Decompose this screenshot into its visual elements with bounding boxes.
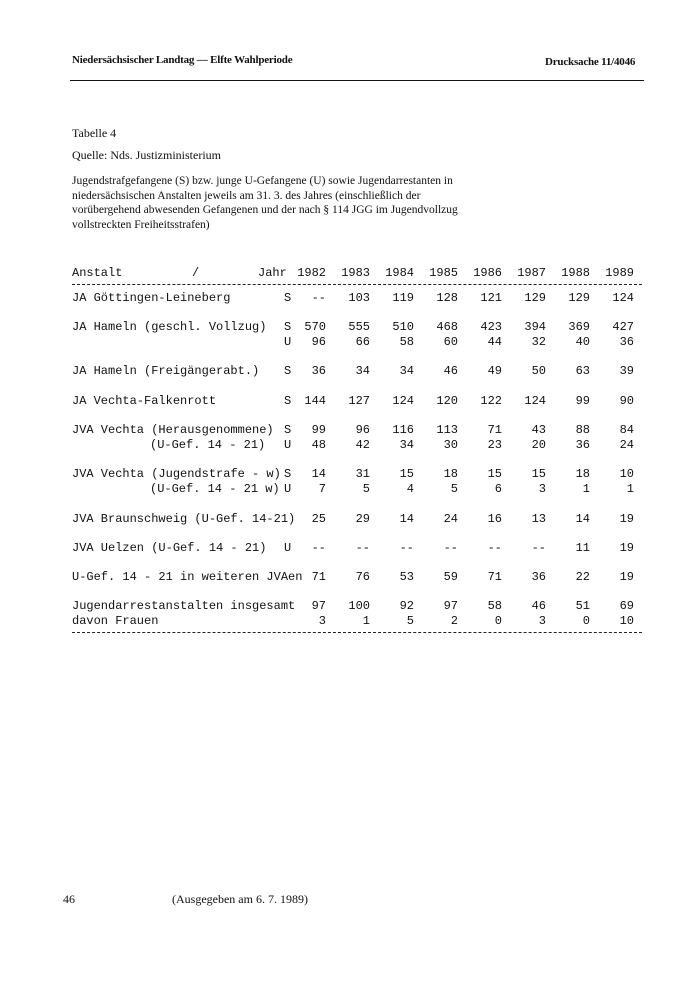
row-label: JVA Vechta (Herausgenommene)	[72, 423, 274, 437]
table-row	[72, 614, 642, 629]
table-cell: 99	[575, 394, 590, 408]
row-type: S	[284, 320, 292, 334]
table-cell: 5	[362, 482, 370, 496]
table-cell: 129	[568, 291, 590, 305]
table-cell: 71	[487, 570, 502, 584]
table-cell: 124	[612, 291, 634, 305]
table-cell: 84	[619, 423, 634, 437]
table-cell: 51	[575, 599, 590, 613]
table-cell: 18	[443, 467, 458, 481]
row-type: S	[284, 291, 292, 305]
table-cell: 39	[619, 364, 634, 378]
table-cell: 555	[348, 320, 370, 334]
table-cell: 69	[619, 599, 634, 613]
table-cell: 2	[450, 614, 458, 628]
row-label: (U-Gef. 14 - 21)	[150, 438, 266, 452]
table-cell: 46	[531, 599, 546, 613]
table-cell: 3	[538, 482, 546, 496]
row-label: JA Hameln (Freigängerabt.)	[72, 364, 260, 378]
table-cell: 30	[443, 438, 458, 452]
table-cell: 1	[362, 614, 370, 628]
table-cell: 19	[619, 570, 634, 584]
table-cell: 15	[487, 467, 502, 481]
column-header-jahr: Jahr	[258, 266, 287, 280]
table-cell: 25	[311, 512, 326, 526]
table-cell: 369	[568, 320, 590, 334]
document-number: Drucksache 11/4046	[545, 56, 636, 68]
table-cell: 76	[355, 570, 370, 584]
column-header-anstalt: Anstalt	[72, 266, 123, 280]
table-cell: 124	[392, 394, 414, 408]
table-row	[72, 599, 642, 614]
row-label: JA Hameln (geschl. Vollzug)	[72, 320, 267, 334]
row-label: U-Gef. 14 - 21 in weiteren JVAen	[72, 570, 303, 584]
row-type: S	[284, 394, 292, 408]
table-cell: 16	[487, 512, 502, 526]
table-cell: 11	[575, 541, 590, 555]
table-cell: 14	[575, 512, 590, 526]
table-cell: 96	[311, 335, 326, 349]
table-cell: 31	[355, 467, 370, 481]
table-cell: 1	[626, 482, 634, 496]
table-cell: 124	[524, 394, 546, 408]
table-cell: --	[355, 541, 370, 555]
row-type: U	[284, 541, 292, 555]
table-cell: 113	[436, 423, 458, 437]
table-cell: 18	[575, 467, 590, 481]
table-cell: 5	[406, 614, 414, 628]
year-header: 1988	[561, 266, 590, 280]
row-label: davon Frauen	[72, 614, 159, 628]
table-cell: 88	[575, 423, 590, 437]
year-header: 1983	[341, 266, 370, 280]
table-cell: 48	[311, 438, 326, 452]
table-cell: 19	[619, 512, 634, 526]
table-cell: 24	[443, 512, 458, 526]
table-cell: 19	[619, 541, 634, 555]
row-type: S	[284, 467, 292, 481]
table-cell: 36	[311, 364, 326, 378]
table-body	[72, 291, 642, 629]
table-row	[72, 320, 642, 335]
table-cell: 43	[531, 423, 546, 437]
table-cell: 13	[531, 512, 546, 526]
table-cell: 100	[348, 599, 370, 613]
table-cell: 36	[531, 570, 546, 584]
table-cell: 59	[443, 570, 458, 584]
table-cell: 10	[619, 614, 634, 628]
table-cell: 92	[399, 599, 414, 613]
table-cell: 29	[355, 512, 370, 526]
row-label: JVA Uelzen (U-Gef. 14 - 21)	[72, 541, 267, 555]
table-cell: 63	[575, 364, 590, 378]
year-header: 1984	[385, 266, 414, 280]
table-cell: 42	[355, 438, 370, 452]
table-cell: 40	[575, 335, 590, 349]
table-cell: 36	[619, 335, 634, 349]
table-cell: 128	[436, 291, 458, 305]
table-cell: --	[443, 541, 458, 555]
row-type: S	[284, 423, 292, 437]
table-cell: 58	[487, 599, 502, 613]
table-cell: 71	[311, 570, 326, 584]
table-row	[72, 541, 642, 556]
table-cell: --	[311, 291, 326, 305]
table-cell: 23	[487, 438, 502, 452]
table-cell: 97	[443, 599, 458, 613]
table-cell: 96	[355, 423, 370, 437]
year-header: 1989	[605, 266, 634, 280]
table-cell: 97	[311, 599, 326, 613]
table-cell: 427	[612, 320, 634, 334]
table-row	[72, 482, 642, 497]
table-cell: 22	[575, 570, 590, 584]
row-label: JA Göttingen-Leineberg	[72, 291, 231, 305]
table-cell: 46	[443, 364, 458, 378]
year-header: 1982	[297, 266, 326, 280]
year-header: 1986	[473, 266, 502, 280]
table-cell: 34	[399, 364, 414, 378]
row-type: S	[284, 364, 292, 378]
table-cell: --	[311, 541, 326, 555]
table-cell: 120	[436, 394, 458, 408]
table-cell: 570	[304, 320, 326, 334]
table-cell: 44	[487, 335, 502, 349]
table-cell: 34	[399, 438, 414, 452]
table-row	[72, 364, 642, 379]
statistics-table	[72, 266, 642, 633]
page-number: 46	[63, 892, 75, 906]
table-row	[72, 423, 642, 438]
row-type: U	[284, 482, 292, 496]
table-cell: 90	[619, 394, 634, 408]
row-label: JVA Braunschweig (U-Gef. 14-21)	[72, 512, 296, 526]
row-label: Jugendarrestanstalten insgesamt	[72, 599, 296, 613]
table-cell: --	[399, 541, 414, 555]
table-cell: 423	[480, 320, 502, 334]
table-cell: 14	[311, 467, 326, 481]
table-cell: 36	[575, 438, 590, 452]
table-cell: 50	[531, 364, 546, 378]
issue-date: (Ausgegeben am 6. 7. 1989)	[172, 892, 308, 906]
table-header-row	[72, 266, 642, 281]
table-cell: 6	[494, 482, 502, 496]
table-cell: 116	[392, 423, 414, 437]
table-title: Tabelle 4	[72, 126, 117, 140]
table-row	[72, 291, 642, 306]
table-cell: 4	[406, 482, 414, 496]
table-cell: 3	[318, 614, 326, 628]
table-cell: 20	[531, 438, 546, 452]
table-bottom-rule	[72, 632, 642, 633]
column-header-separator: /	[192, 266, 200, 280]
table-row	[72, 394, 642, 409]
row-label: JVA Vechta (Jugendstrafe - w)	[72, 467, 281, 481]
table-cell: 129	[524, 291, 546, 305]
header-rule	[70, 80, 644, 81]
table-cell: 66	[355, 335, 370, 349]
row-type: U	[284, 438, 292, 452]
table-cell: 127	[348, 394, 370, 408]
table-cell: 71	[487, 423, 502, 437]
year-header: 1985	[429, 266, 458, 280]
table-cell: 510	[392, 320, 414, 334]
table-cell: 14	[399, 512, 414, 526]
table-cell: 15	[399, 467, 414, 481]
table-cell: 103	[348, 291, 370, 305]
table-cell: 49	[487, 364, 502, 378]
table-cell: 53	[399, 570, 414, 584]
row-type: U	[284, 335, 292, 349]
row-label: (U-Gef. 14 - 21 w)	[150, 482, 280, 496]
table-cell: 60	[443, 335, 458, 349]
table-top-rule	[72, 284, 642, 285]
table-cell: 468	[436, 320, 458, 334]
table-description: Jugendstrafgefangene (S) bzw. junge U-Gefangene (U) sowie Jugendarrestanten in niedersächsischen Anstalten jeweils am 31. 3. des Jahres (einschließlich der vorübergehend abwesenden Gefangenen und der nach § 114 JGG im Jugendvollzug vollstreckten Freiheitsstrafen)	[72, 175, 458, 231]
table-cell: 394	[524, 320, 546, 334]
table-cell: 144	[304, 394, 326, 408]
table-cell: 0	[494, 614, 502, 628]
table-cell: --	[487, 541, 502, 555]
table-cell: 24	[619, 438, 634, 452]
header-title: Niedersächsischer Landtag — Elfte Wahlperiode	[72, 54, 293, 66]
table-row	[72, 438, 642, 453]
table-source: Quelle: Nds. Justizministerium	[72, 148, 221, 162]
table-cell: 10	[619, 467, 634, 481]
table-cell: 7	[318, 482, 326, 496]
table-cell: 122	[480, 394, 502, 408]
year-header: 1987	[517, 266, 546, 280]
table-row	[72, 570, 642, 585]
table-cell: 5	[450, 482, 458, 496]
table-cell: --	[531, 541, 546, 555]
table-cell: 58	[399, 335, 414, 349]
table-cell: 32	[531, 335, 546, 349]
table-cell: 0	[582, 614, 590, 628]
table-cell: 15	[531, 467, 546, 481]
table-row	[72, 335, 642, 350]
table-cell: 1	[582, 482, 590, 496]
table-cell: 99	[311, 423, 326, 437]
table-row	[72, 467, 642, 482]
row-label: JA Vechta-Falkenrott	[72, 394, 217, 408]
table-cell: 119	[392, 291, 414, 305]
table-cell: 3	[538, 614, 546, 628]
table-row	[72, 512, 642, 527]
table-cell: 34	[355, 364, 370, 378]
table-cell: 121	[480, 291, 502, 305]
